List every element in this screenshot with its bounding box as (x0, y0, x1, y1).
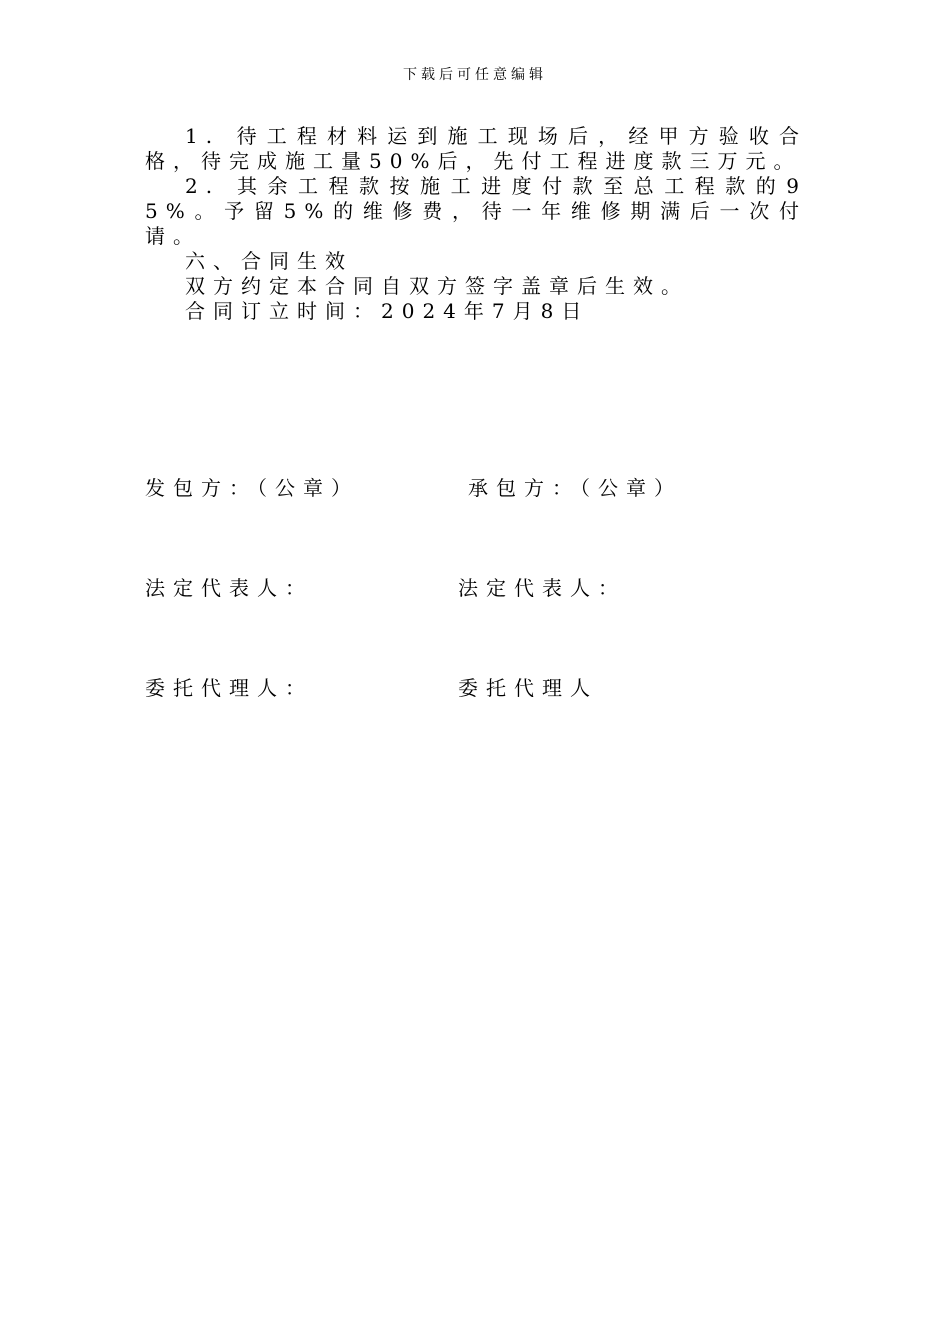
legal-rep-row (145, 572, 807, 602)
seal-row (145, 472, 807, 502)
party-a-agent-label: 委托代理人： (145, 676, 313, 700)
party-b-agent-label: 委托代理人 (458, 676, 598, 700)
contract-date: 合同订立时间：2024年7月8日 (185, 299, 590, 323)
section-heading-effectiveness: 六、合同生效 (185, 249, 353, 273)
page-header: 下载后可任意编辑 (403, 67, 547, 83)
payment-clause-1: 1. 待工程材料运到施工现场后，经甲方验收合格，待完成施工量50%后，先付工程进度款三万元。 (145, 124, 807, 173)
payment-clause-2: 2. 其余工程款按施工进度付款至总工程款的95%。予留5%的维修费，待一年维修期满后一次付请。 (145, 174, 807, 248)
agent-row (145, 672, 807, 702)
party-a-legal-rep-label: 法定代表人： (145, 576, 313, 600)
party-a-seal-label: 发包方：（公章） (145, 476, 359, 500)
party-b-seal-label: 承包方：（公章） (468, 476, 682, 500)
party-b-legal-rep-label: 法定代表人： (458, 576, 626, 600)
effectiveness-clause: 双方约定本合同自双方签字盖章后生效。 (185, 274, 689, 298)
contract-body (145, 124, 807, 324)
